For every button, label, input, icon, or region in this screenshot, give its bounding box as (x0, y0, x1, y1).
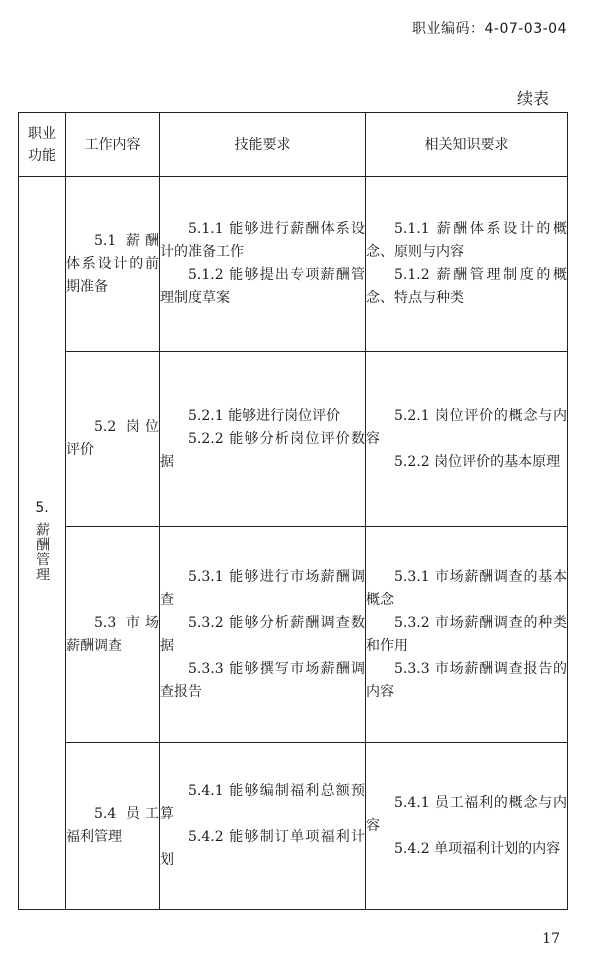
skill-cell (160, 527, 366, 743)
knowledge-cell (366, 177, 568, 352)
knowledge-item: 5.3.1 市场薪酬调查的基本概念 (366, 568, 567, 608)
occupation-code: 职业编码：4-07-03-04 (411, 21, 567, 37)
knowledge-cell (366, 527, 568, 743)
skill-item: 5.2.1 能够进行岗位评价 (188, 407, 341, 424)
work-cell (66, 177, 160, 352)
standards-table (18, 112, 568, 910)
skill-item: 5.4.2 能够制订单项福利计划 (160, 829, 365, 868)
table-row (19, 743, 568, 910)
work-cell (66, 352, 160, 527)
header-function (19, 113, 66, 177)
skill-cell (160, 177, 366, 352)
knowledge-item: 5.1.2 薪酬管理制度的概念、特点与种类 (366, 267, 567, 306)
function-name: 薪酬管理 (34, 521, 50, 582)
header-skill: 技能要求 (160, 113, 366, 177)
skill-cell (160, 352, 366, 527)
knowledge-item: 5.2.1 岗位评价的概念与内容 (366, 407, 567, 447)
work-text: 5.2 岗位评价 (66, 419, 159, 458)
skill-item: 5.3.3 能够撰写市场薪酬调查报告 (160, 660, 365, 700)
table-header-row (19, 113, 568, 177)
skill-item: 5.1.2 能够提出专项薪酬管理制度草案 (160, 267, 365, 306)
knowledge-item: 5.1.1 薪酬体系设计的概念、原则与内容 (366, 221, 567, 260)
page-number: 17 (542, 931, 560, 947)
knowledge-item: 5.3.2 市场薪酬调查的种类和作用 (366, 614, 567, 654)
knowledge-cell (366, 352, 568, 527)
header-knowledge: 相关知识要求 (366, 113, 568, 177)
header-function-line1: 职业 (28, 125, 56, 142)
work-text: 5.1 薪酬体系设计的前期准备 (66, 232, 159, 295)
knowledge-item: 5.3.3 市场薪酬调查报告的内容 (366, 660, 567, 700)
knowledge-cell (366, 743, 568, 910)
skill-item: 5.4.1 能够编制福利总额预算 (160, 783, 365, 822)
header-function-line2: 功能 (28, 147, 56, 164)
skill-cell (160, 743, 366, 910)
skill-item: 5.1.1 能够进行薪酬体系设计的准备工作 (160, 221, 365, 260)
header-work: 工作内容 (66, 113, 160, 177)
knowledge-item: 5.4.1 员工福利的概念与内容 (366, 794, 567, 834)
knowledge-item: 5.2.2 岗位评价的基本原理 (394, 453, 561, 470)
table-row (19, 352, 568, 527)
knowledge-item: 5.4.2 单项福利计划的内容 (394, 840, 561, 857)
continued-label: 续表 (516, 89, 549, 108)
skill-item: 5.3.1 能够进行市场薪酬调查 (160, 568, 365, 608)
table-row (19, 177, 568, 352)
work-text: 5.3 市场薪酬调查 (66, 614, 159, 654)
skill-item: 5.3.2 能够分析薪酬调查数据 (160, 614, 365, 654)
work-cell (66, 743, 160, 910)
skill-item: 5.2.2 能够分析岗位评价数据 (160, 430, 365, 470)
function-number: 5. (35, 499, 49, 516)
work-cell (66, 527, 160, 743)
function-cell (19, 177, 66, 910)
work-text: 5.4 员工福利管理 (66, 806, 159, 845)
table-row (19, 527, 568, 743)
